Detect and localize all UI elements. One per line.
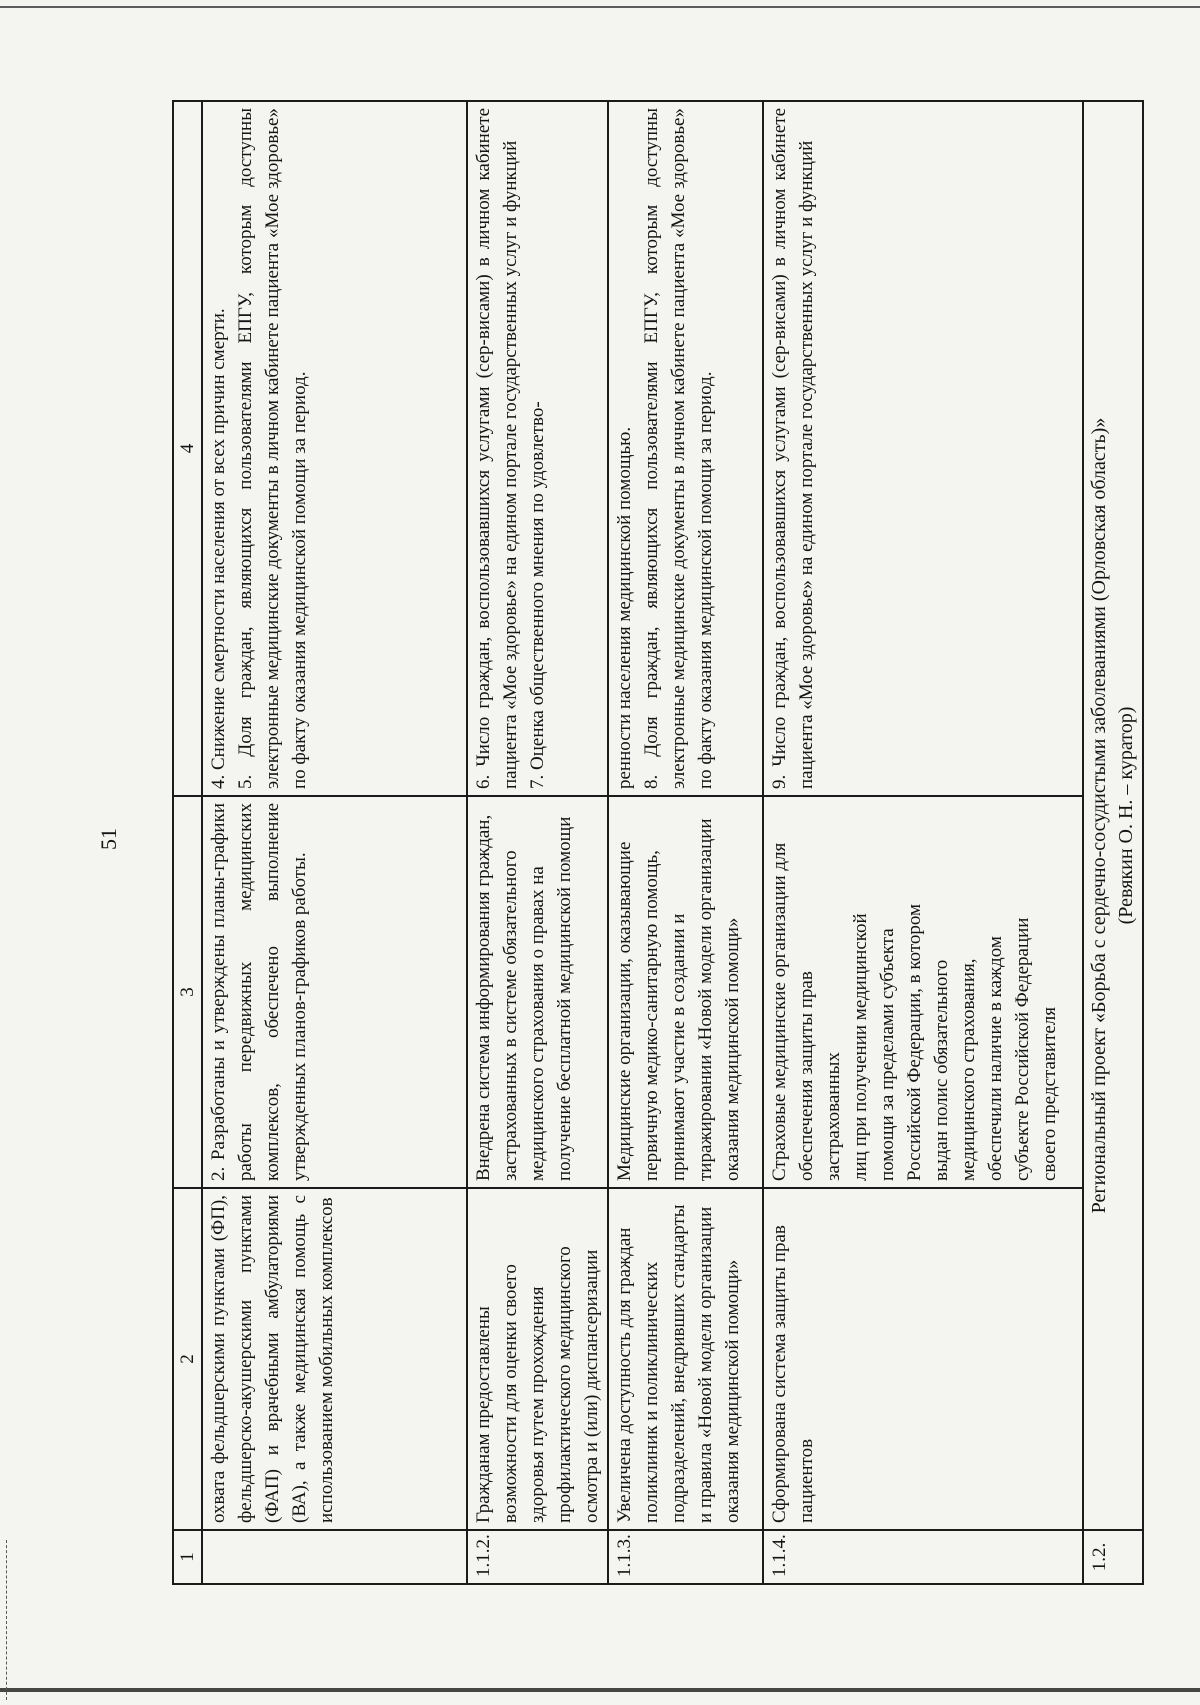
fold-mark xyxy=(6,1540,8,1700)
indicator-cell xyxy=(608,101,763,796)
scan-edge-top xyxy=(0,6,1200,8)
result-cell: Гражданам предоставлены возможности для оценки своего здоровья путем прохождения профилактического медицинского осмотра и (или) диспансеризации xyxy=(467,1188,608,1530)
indicator-item: 5. Доля граждан, являющихся пользователями ЕПГУ, которым доступны электронные медицинские документы в личном кабинете пациента «Мое здоровье» по факту оказания медицинской помощи за период. xyxy=(235,108,310,789)
row-number: 1.1.4. xyxy=(763,1530,1083,1584)
header-col-2: 2 xyxy=(173,1188,202,1530)
rotated-table-container xyxy=(172,110,1200,1585)
project-title-cell xyxy=(1083,101,1143,1530)
measure-line: обеспечили наличие в каждом xyxy=(985,936,1006,1181)
table-row xyxy=(467,101,608,1584)
indicator-cell xyxy=(467,101,608,796)
scan-edge-bottom xyxy=(0,1688,1200,1692)
measure-line: помощи за пределами субъекта xyxy=(877,928,898,1181)
measure-line: обеспечения защиты прав xyxy=(796,971,817,1181)
measure-line: выдан полис обязательного xyxy=(931,959,952,1181)
indicator-cell xyxy=(763,101,1083,796)
header-col-4: 4 xyxy=(173,101,202,796)
measure-line: медицинского страхования, xyxy=(958,958,979,1181)
table-row xyxy=(202,101,467,1584)
measure-line: застрахованных xyxy=(823,1052,844,1181)
measure-cell xyxy=(763,796,1083,1188)
result-cell: охвата фельдшерскими пунктами (ФП), фельдшерско-акушерскими пунктами (ФАП) и врачебными амбулаториями (ВА), а также медицинская помощь с использованием мобильных комплексов xyxy=(202,1188,467,1530)
indicator-item: 9. Число граждан, воспользовавшихся услугами (сер-висами) в личном кабинете пациента «Мое здоровье» на едином портале государственных услуг и функций xyxy=(769,108,817,789)
table-header-row xyxy=(173,101,202,1584)
row-number: 1.1.3. xyxy=(608,1530,763,1584)
project-row xyxy=(1083,101,1143,1584)
measure-line: Российской Федерации, в котором xyxy=(904,903,925,1181)
indicator-item: 7. Оценка общественного мнения по удовлетво- xyxy=(527,401,548,789)
indicator-cell xyxy=(202,101,467,796)
page-number: 51 xyxy=(96,828,121,850)
header-col-3: 3 xyxy=(173,796,202,1188)
header-col-1: 1 xyxy=(173,1530,202,1584)
indicator-item: ренности населения медицинской помощью. xyxy=(614,426,635,789)
row-number xyxy=(202,1530,467,1584)
measure-cell: Медицинские организации, оказывающие первичную медико-санитарную помощь, принимают участие в создании и тиражировании «Новой модели организации оказания медицинской помощи» xyxy=(608,796,763,1188)
row-number: 1.2. xyxy=(1083,1530,1143,1584)
measures-table xyxy=(172,100,1144,1585)
measure-cell: 2. Разработаны и утверждены планы-графики работы передвижных медицинских комплексов, обеспечено выполнение утвержденных планов-графиков работы. xyxy=(202,796,467,1188)
measure-line: Страховые медицинские организации для xyxy=(769,842,790,1181)
table-row xyxy=(608,101,763,1584)
indicator-item: 8. Доля граждан, являющихся пользователями ЕПГУ, которым доступны электронные медицинские документы в личном кабинете пациента «Мое здоровье» по факту оказания медицинской помощи за период. xyxy=(641,108,716,789)
measure-line: своего представителя xyxy=(1039,1006,1060,1181)
project-title: Региональный проект «Борьба с сердечно-сосудистыми заболеваниями (Орловская область)» xyxy=(1088,417,1110,1214)
indicator-item: 4. Снижение смертности населения от всех причин смерти. xyxy=(208,308,229,789)
result-cell: Увеличена доступность для граждан поликлиник и поликлинических подразделений, внедривших стандарты и правила «Новой модели организации оказания медицинской помощи» xyxy=(608,1188,763,1530)
measure-cell: Внедрена система информирования граждан, застрахованных в системе обязательного медицинского страхования о правах на получение бесплатной медицинской помощи xyxy=(467,796,608,1188)
table-row xyxy=(763,101,1083,1584)
measure-line: субъекте Российской Федерации xyxy=(1012,917,1033,1181)
row-number: 1.1.2. xyxy=(467,1530,608,1584)
measure-line: лиц при получении медицинской xyxy=(850,913,871,1181)
result-cell: Сформирована система защиты прав пациентов xyxy=(763,1188,1083,1530)
indicator-item: 6. Число граждан, воспользовавшихся услугами (сер-висами) в личном кабинете пациента «Мое здоровье» на едином портале государственных услуг и функций xyxy=(473,108,521,789)
project-curator: (Ревякин О. Н. – куратор) xyxy=(1115,706,1137,925)
